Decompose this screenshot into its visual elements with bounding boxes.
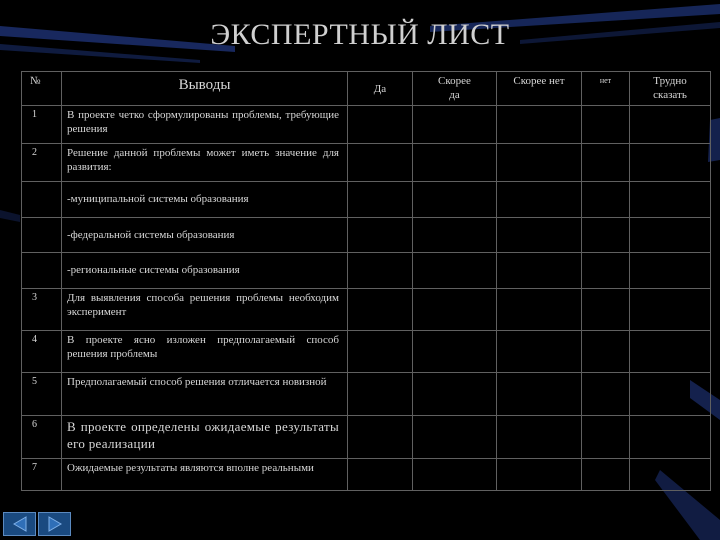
cell-yes[interactable] <box>348 253 413 289</box>
table-row <box>22 373 711 416</box>
cell-yes[interactable] <box>348 182 413 218</box>
cell-yes[interactable] <box>348 373 413 416</box>
row-number: 1 <box>22 106 62 144</box>
table-row <box>22 416 711 459</box>
expert-sheet-table <box>21 71 711 491</box>
header-option-hard-to-say: Трудно сказать <box>630 72 711 106</box>
cell-rather-no[interactable] <box>497 106 582 144</box>
header-option-no: нет <box>582 72 630 106</box>
cell-rather-yes[interactable] <box>413 416 497 459</box>
row-text: В проекте ясно изложен предполагаемый способ решения проблемы <box>62 331 348 373</box>
header-option-rather-yes: Скорее да <box>413 72 497 106</box>
table-row <box>22 218 711 253</box>
row-number <box>22 182 62 218</box>
row-text: Предполагаемый способ решения отличается новизной <box>62 373 348 416</box>
cell-no[interactable] <box>582 182 630 218</box>
row-text: Для выявления способа решения проблемы необходим эксперимент <box>62 289 348 331</box>
cell-yes[interactable] <box>348 106 413 144</box>
cell-no[interactable] <box>582 416 630 459</box>
row-number: 4 <box>22 331 62 373</box>
row-text: В проекте определены ожидаемые результаты его реализации <box>62 416 348 459</box>
cell-rather-yes[interactable] <box>413 106 497 144</box>
cell-yes[interactable] <box>348 459 413 491</box>
cell-no[interactable] <box>582 253 630 289</box>
cell-no[interactable] <box>582 218 630 253</box>
cell-hard-to-say[interactable] <box>630 416 711 459</box>
cell-rather-no[interactable] <box>497 289 582 331</box>
cell-rather-yes[interactable] <box>413 144 497 182</box>
row-text: -региональные системы образования <box>62 253 348 289</box>
cell-hard-to-say[interactable] <box>630 253 711 289</box>
table-header-row <box>22 72 711 106</box>
cell-hard-to-say[interactable] <box>630 459 711 491</box>
header-option-yes: Да <box>348 72 413 106</box>
cell-yes[interactable] <box>348 416 413 459</box>
previous-slide-button[interactable] <box>3 512 36 536</box>
cell-yes[interactable] <box>348 218 413 253</box>
cell-hard-to-say[interactable] <box>630 182 711 218</box>
page-title: ЭКСПЕРТНЫЙ ЛИСТ <box>210 18 510 51</box>
row-text: В проекте четко сформулированы проблемы, требующие решения <box>62 106 348 144</box>
table-row <box>22 106 711 144</box>
header-number: № <box>22 72 62 106</box>
cell-yes[interactable] <box>348 144 413 182</box>
cell-no[interactable] <box>582 289 630 331</box>
cell-hard-to-say[interactable] <box>630 331 711 373</box>
cell-rather-no[interactable] <box>497 144 582 182</box>
cell-hard-to-say[interactable] <box>630 373 711 416</box>
cell-rather-no[interactable] <box>497 218 582 253</box>
triangle-left-icon <box>10 515 30 533</box>
slide-navigation <box>3 512 73 538</box>
cell-rather-yes[interactable] <box>413 218 497 253</box>
cell-rather-yes[interactable] <box>413 253 497 289</box>
row-number <box>22 253 62 289</box>
row-number: 3 <box>22 289 62 331</box>
cell-hard-to-say[interactable] <box>630 289 711 331</box>
cell-rather-yes[interactable] <box>413 331 497 373</box>
next-slide-button[interactable] <box>38 512 71 536</box>
row-text: -муниципальной системы образования <box>62 182 348 218</box>
row-text: -федеральной системы образования <box>62 218 348 253</box>
row-text: Решение данной проблемы может иметь значение для развития: <box>62 144 348 182</box>
cell-no[interactable] <box>582 106 630 144</box>
cell-rather-no[interactable] <box>497 253 582 289</box>
cell-no[interactable] <box>582 459 630 491</box>
cell-no[interactable] <box>582 373 630 416</box>
cell-rather-yes[interactable] <box>413 459 497 491</box>
row-number: 2 <box>22 144 62 182</box>
table-row <box>22 253 711 289</box>
cell-no[interactable] <box>582 144 630 182</box>
row-number: 6 <box>22 416 62 459</box>
table-row <box>22 331 711 373</box>
row-number: 7 <box>22 459 62 491</box>
cell-hard-to-say[interactable] <box>630 106 711 144</box>
cell-rather-no[interactable] <box>497 416 582 459</box>
row-number <box>22 218 62 253</box>
cell-yes[interactable] <box>348 331 413 373</box>
cell-rather-no[interactable] <box>497 331 582 373</box>
table-row <box>22 289 711 331</box>
table-row <box>22 459 711 491</box>
cell-rather-no[interactable] <box>497 459 582 491</box>
cell-no[interactable] <box>582 331 630 373</box>
cell-rather-no[interactable] <box>497 182 582 218</box>
row-text: Ожидаемые результаты являются вполне реальными <box>62 459 348 491</box>
cell-yes[interactable] <box>348 289 413 331</box>
cell-hard-to-say[interactable] <box>630 218 711 253</box>
cell-hard-to-say[interactable] <box>630 144 711 182</box>
triangle-right-icon <box>45 515 65 533</box>
header-option-rather-no: Скорее нет <box>497 72 582 106</box>
cell-rather-yes[interactable] <box>413 373 497 416</box>
header-conclusions: Выводы <box>62 72 348 106</box>
cell-rather-yes[interactable] <box>413 289 497 331</box>
table-row <box>22 144 711 182</box>
cell-rather-no[interactable] <box>497 373 582 416</box>
row-number: 5 <box>22 373 62 416</box>
cell-rather-yes[interactable] <box>413 182 497 218</box>
table-row <box>22 182 711 218</box>
